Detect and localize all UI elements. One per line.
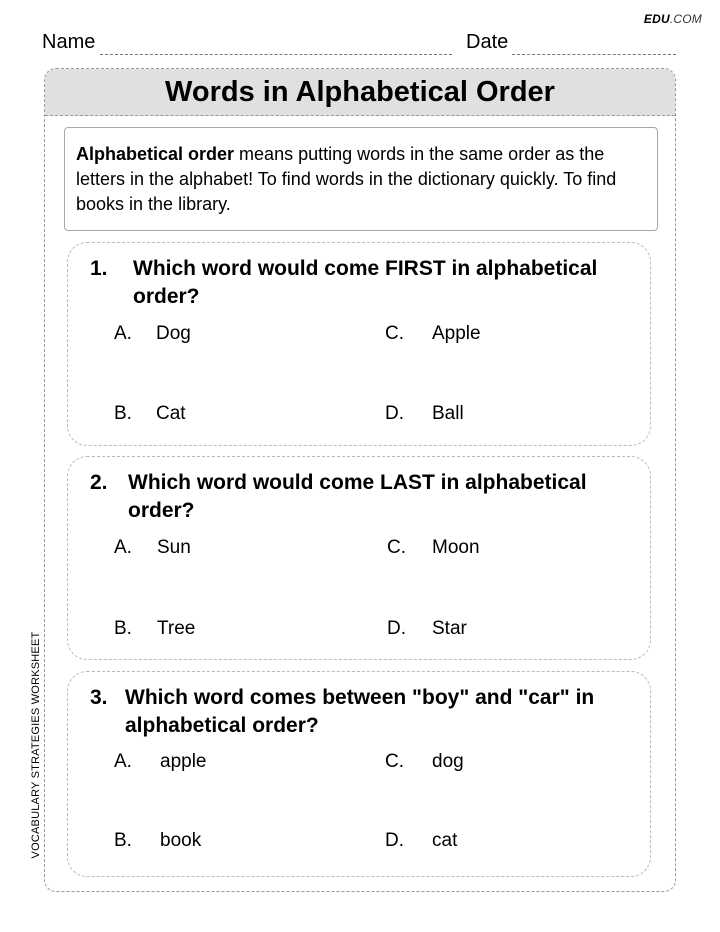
name-field-line[interactable] — [100, 54, 452, 55]
question-prompt: Which word would come FIRST in alphabetical order? — [133, 257, 598, 308]
option-word: Ball — [432, 403, 464, 424]
question-card-3 — [67, 671, 651, 877]
logo-rest-text: .COM — [669, 12, 702, 26]
option-letter: C. — [385, 323, 404, 344]
option-word: Dog — [156, 323, 191, 344]
option-letter: D. — [387, 618, 406, 639]
worksheet-title: Words in Alphabetical Order — [45, 69, 675, 116]
option-letter: B. — [114, 830, 132, 851]
question-card-2 — [67, 456, 651, 660]
logo-bold-text: EDU — [643, 12, 670, 26]
intro-text: means putting words in the same order as the letters in the alphabet! To find words in the dictionary quickly. To find books in the library. — [76, 144, 617, 214]
option-letter: C. — [385, 751, 404, 772]
side-worksheet-label: VOCABULARY STRATEGIES WORKSHEET — [30, 631, 42, 859]
date-field-line[interactable] — [512, 54, 676, 55]
question-text-2 — [90, 469, 640, 525]
intro-bold-term: Alphabetical order — [76, 144, 235, 164]
question-text-3 — [90, 684, 640, 740]
option-letter: B. — [114, 618, 132, 639]
option-word: book — [160, 830, 202, 851]
option-letter: D. — [385, 830, 404, 851]
option-word: cat — [432, 830, 458, 851]
question-number: 2. — [90, 471, 108, 494]
option-letter: B. — [114, 403, 132, 424]
option-word: Cat — [156, 403, 186, 424]
question-number: 3. — [90, 686, 108, 709]
worksheet-panel — [44, 68, 676, 892]
question-number: 1. — [90, 257, 108, 280]
option-word: Tree — [157, 618, 196, 639]
question-text-1 — [90, 255, 640, 311]
option-letter: A. — [114, 323, 132, 344]
question-prompt: Which word comes between "boy" and "car" in alphabetical order? — [125, 686, 595, 737]
question-prompt: Which word would come LAST in alphabetical order? — [128, 471, 587, 522]
option-letter: D. — [385, 403, 404, 424]
option-word: Sun — [157, 537, 191, 558]
option-word: Star — [432, 618, 467, 639]
site-logo — [644, 12, 702, 26]
name-label: Name — [42, 31, 96, 53]
option-letter: C. — [387, 537, 406, 558]
intro-box — [64, 127, 658, 231]
option-word: Apple — [432, 323, 481, 344]
question-card-1 — [67, 242, 651, 446]
date-label: Date — [466, 31, 509, 53]
option-word: dog — [432, 751, 464, 772]
option-letter: A. — [114, 537, 132, 558]
option-word: Moon — [432, 537, 480, 558]
option-letter: A. — [114, 751, 132, 772]
option-word: apple — [160, 751, 207, 772]
